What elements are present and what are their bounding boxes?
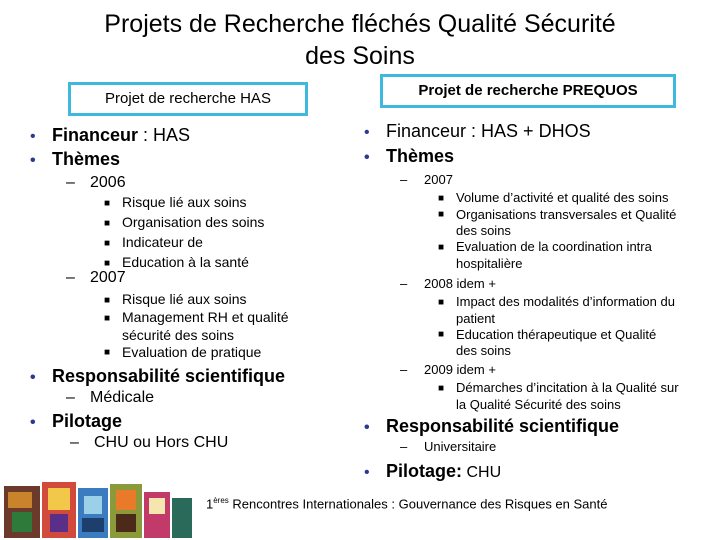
list-item: ■ Volume d’activité et qualité des soins	[438, 190, 669, 205]
left-header-label: Projet de recherche HAS	[105, 90, 271, 107]
square-bullet-icon: ■	[438, 296, 445, 308]
list-item: la Qualité Sécurité des soins	[456, 396, 621, 412]
list-item: des soins	[456, 343, 511, 359]
square-bullet-icon: ■	[104, 347, 111, 359]
left-responsabilite-value: – Médicale	[66, 389, 155, 406]
bullet-icon: •	[364, 419, 370, 436]
square-bullet-icon: ■	[104, 237, 111, 249]
square-bullet-icon: ■	[104, 294, 111, 306]
square-bullet-icon: ■	[104, 257, 111, 269]
bullet-icon: •	[30, 414, 36, 431]
right-header-box	[380, 74, 676, 108]
title-line-2: des Soins	[305, 42, 415, 70]
title-line-1: Projets de Recherche fléchés Qualité Sécurité	[104, 10, 616, 38]
left-themes: • Thèmes	[30, 149, 121, 169]
list-item: hospitalière	[456, 255, 523, 271]
right-themes: • Thèmes	[364, 146, 455, 166]
footer-text: 1ères Rencontres Internationales : Gouvernance des Risques en Santé	[206, 496, 608, 512]
left-year-2007: – 2007	[66, 269, 126, 286]
list-item: ■ Impact des modalités d’information du	[438, 294, 675, 309]
dash-icon: –	[400, 172, 408, 187]
list-item: ■ Management RH et qualité	[104, 308, 289, 325]
list-item: ■ Indicateur de	[104, 233, 264, 253]
left-responsabilite: • Responsabilité scientifique	[30, 366, 286, 386]
dash-icon: –	[66, 174, 75, 191]
left-header-box	[68, 82, 308, 116]
dash-icon: –	[400, 276, 408, 291]
list-item: ■ Organisations transversales et Qualité	[438, 206, 677, 222]
square-bullet-icon: ■	[104, 312, 111, 324]
bullet-icon: •	[30, 152, 36, 169]
right-year-2009: – 2009 idem +	[400, 362, 496, 377]
left-2006-list	[104, 193, 264, 273]
list-item: ■ Démarches d’incitation à la Qualité sur	[438, 380, 679, 395]
right-financeur: • Financeur : HAS + DHOS	[364, 121, 591, 141]
right-responsabilite: • Responsabilité scientifique	[364, 416, 620, 436]
square-bullet-icon: ■	[104, 217, 111, 229]
square-bullet-icon: ■	[104, 197, 111, 209]
square-bullet-icon: ■	[438, 329, 445, 341]
conference-logo	[4, 478, 194, 538]
right-year-2007: – 2007	[400, 172, 453, 187]
square-bullet-icon: ■	[438, 241, 445, 253]
left-pilotage: • Pilotage	[30, 411, 123, 431]
right-header-label: Projet de recherche PREQUOS	[418, 82, 638, 99]
slide-title	[40, 8, 680, 72]
right-2009-list	[438, 380, 679, 413]
left-pilotage-value: – CHU ou Hors CHU	[70, 434, 229, 451]
bullet-icon: •	[30, 128, 36, 145]
dash-icon: –	[400, 439, 408, 454]
list-item: ■ Education thérapeutique et Qualité	[438, 326, 657, 342]
square-bullet-icon: ■	[438, 382, 445, 394]
list-item: des soins	[456, 223, 511, 239]
right-2007-list	[438, 190, 676, 272]
square-bullet-icon: ■	[438, 209, 445, 221]
bullet-icon: •	[364, 149, 370, 166]
right-2008-list	[438, 294, 675, 359]
list-item: ■ Risque lié aux soins	[104, 193, 264, 213]
right-responsabilite-value: – Universitaire	[400, 439, 497, 454]
dash-icon: –	[66, 389, 75, 406]
left-2007-list	[104, 291, 289, 361]
bullet-icon: •	[364, 464, 370, 481]
right-pilotage: • Pilotage: CHU	[364, 461, 502, 481]
dash-icon: –	[66, 269, 75, 286]
left-financeur: • Financeur : HAS	[30, 125, 191, 145]
square-bullet-icon: ■	[438, 192, 445, 204]
list-item: ■ Evaluation de la coordination intra	[438, 239, 652, 255]
bullet-icon: •	[30, 369, 36, 386]
dash-icon: –	[400, 362, 408, 377]
bullet-icon: •	[364, 124, 370, 141]
list-item: ■ Risque lié aux soins	[104, 291, 247, 307]
dash-icon: –	[70, 434, 79, 451]
list-item: patient	[456, 310, 496, 326]
left-year-2006: – 2006	[66, 174, 126, 191]
list-item: ■ Evaluation de pratique	[104, 343, 262, 360]
right-year-2008: – 2008 idem +	[400, 276, 496, 291]
list-item: ■ Education à la santé	[104, 253, 264, 273]
list-item: ■ Organisation des soins	[104, 213, 264, 233]
list-item: sécurité des soins	[122, 326, 235, 343]
